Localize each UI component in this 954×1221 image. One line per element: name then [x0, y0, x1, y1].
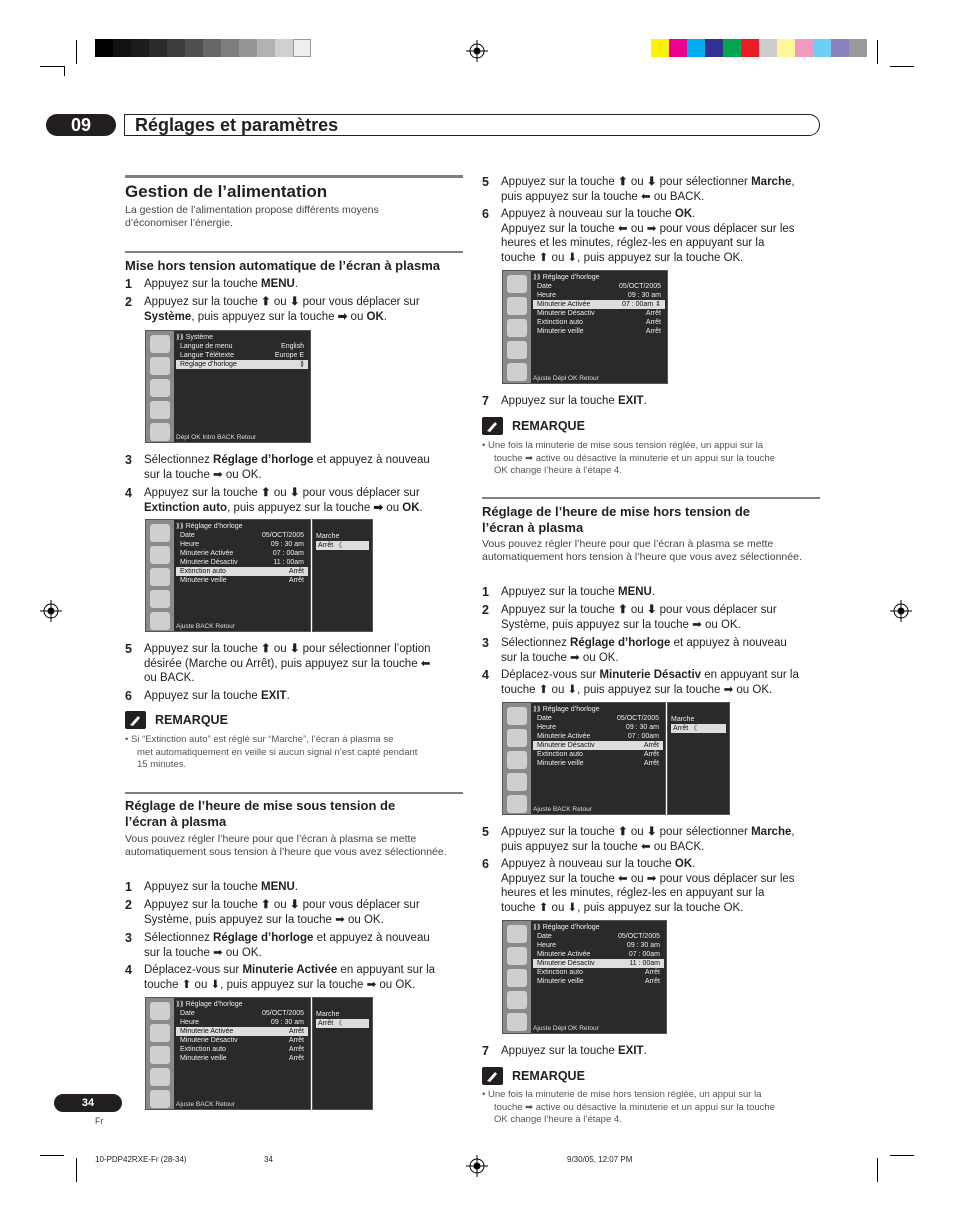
page-number-badge: 34 [54, 1094, 122, 1112]
menu-screen: ⟫⟫ Système Langue de menu English Langue Télétexte Europe E Réglage d’horloge ⟫ Dépl OK Intro BACK Retour [145, 330, 311, 443]
chapter-header [46, 114, 820, 136]
menu-screen: ⟫⟫ Réglage d’horloge Date 05/OCT/2005 Heure 09 : 30 am Minuterie Activée 07 : 00am Minuterie Désactiv Arrêt Extinction auto Arrêt Minuterie veille Arrêt Ajuste BACK Retour [502, 702, 666, 815]
menu-screen: ⟫⟫ Réglage d’horloge Date 05/OCT/2005 Heure 09 : 30 am Minuterie Activée 07 : 00am Minuterie Désactiv 11 : 00am Extinction auto Arrêt Minuterie veille Arrêt Ajuste BACK Retour [145, 519, 311, 632]
note-text: • Une fois la minuterie de mise hors tension réglée, un appui sur la touche ➡ active ou désactive la minuterie et un appui sur la touche OK change l’heure à l’étape 4. [482, 1089, 775, 1125]
note-icon [125, 711, 146, 729]
step: 2 Appuyez sur la touche ⬆ ou ⬇ pour vous déplacer sur Système, puis appuyez sur la touche ➡ ou OK. [125, 898, 420, 926]
note-text: • Une fois la minuterie de mise sous tension réglée, un appui sur la touche ➡ active ou désactive la minuterie et un appui sur la touche OK change l’heure à l’étape 4. [482, 440, 775, 476]
subsection-title: Réglage de l’heure de mise hors tension de l’écran à plasma [482, 504, 751, 535]
registration-mark-icon [466, 40, 488, 62]
step: 3 Sélectionnez Réglage d’horloge et appuyez à nouveau sur la touche ➡ ou OK. [125, 453, 430, 481]
step: 5 Appuyez sur la touche ⬆ ou ⬇ pour sélectionner Marche, puis appuyez sur la touche ⬅ ou BACK. [482, 175, 795, 203]
registration-mark-icon [890, 600, 912, 622]
subsection-title: Mise hors tension automatique de l’écran à plasma [125, 258, 440, 273]
note-text: • Si “Extinction auto” est réglé sur “Marche”, l’écran à plasma se met automatiquement en veille si aucun signal n’est capté pendant 15 minutes. [125, 734, 418, 770]
section-intro: La gestion de l’alimentation propose différents moyens d’économiser l’énergie. [125, 204, 379, 229]
chapter-title: Réglages et paramètres [135, 115, 339, 135]
print-page-info: 34 [264, 1155, 273, 1164]
step: 1 Appuyez sur la touche MENU. [125, 880, 299, 894]
note-icon [482, 1067, 503, 1085]
step: 7 Appuyez sur la touche EXIT. [482, 394, 647, 408]
step: 5 Appuyez sur la touche ⬆ ou ⬇ pour sélectionner Marche, puis appuyez sur la touche ⬅ ou BACK. [482, 825, 795, 853]
note-title: REMARQUE [512, 1069, 585, 1083]
step: 4 Déplacez-vous sur Minuterie Activée en appuyant sur la touche ⬆ ou ⬇, puis appuyez sur la touche ➡ ou OK. [125, 963, 436, 991]
option-popup: Marche Arrêt 《 [667, 702, 730, 815]
step: 6 Appuyez sur la touche EXIT. [125, 689, 290, 703]
step: 5 Appuyez sur la touche ⬆ ou ⬇ pour sélectionner l’option désirée (Marche ou Arrêt), puis appuyez sur la touche ⬅ ou BACK. [125, 642, 431, 684]
subsection-intro: Vous pouvez régler l’heure pour que l’écran à plasma se mette automatiquement hors tension à l’heure que vous avez sélectionnée. [482, 538, 802, 563]
step: 2 Appuyez sur la touche ⬆ ou ⬇ pour vous déplacer sur Système, puis appuyez sur la touche ➡ ou OK. [125, 295, 420, 323]
step: 3 Sélectionnez Réglage d’horloge et appuyez à nouveau sur la touche ➡ ou OK. [482, 636, 787, 664]
note-icon [482, 417, 503, 435]
note-title: REMARQUE [155, 713, 228, 727]
print-date-info: 9/30/05, 12:07 PM [567, 1155, 633, 1164]
step: 3 Sélectionnez Réglage d’horloge et appuyez à nouveau sur la touche ➡ ou OK. [125, 931, 430, 959]
step: 4 Appuyez sur la touche ⬆ ou ⬇ pour vous déplacer sur Extinction auto, puis appuyez sur la touche ➡ ou OK. [125, 486, 423, 514]
subsection-title: Réglage de l’heure de mise sous tension de l’écran à plasma [125, 798, 396, 829]
note-title: REMARQUE [512, 419, 585, 433]
step: 2 Appuyez sur la touche ⬆ ou ⬇ pour vous déplacer sur Système, puis appuyez sur la touche ➡ ou OK. [482, 603, 777, 631]
step: 6 Appuyez à nouveau sur la touche OK. Appuyez sur la touche ⬅ ou ➡ pour vous déplacer sur les heures et les minutes, réglez-les en appuyant sur la touche ⬆ ou ⬇, puis appuyez sur la touche OK. [482, 207, 795, 264]
language-code: Fr [95, 1116, 104, 1126]
registration-mark-icon [40, 600, 62, 622]
subsection-intro: Vous pouvez régler l’heure pour que l’écran à plasma se mette automatiquement sous tension à l’heure que vous avez sélectionnée. [125, 833, 447, 858]
step: 6 Appuyez à nouveau sur la touche OK. Appuyez sur la touche ⬅ ou ➡ pour vous déplacer sur les heures et les minutes, réglez-les en appuyant sur la touche ⬆ ou ⬇, puis appuyez sur la touche OK. [482, 857, 795, 914]
step: 1 Appuyez sur la touche MENU. [482, 585, 656, 599]
step: 1 Appuyez sur la touche MENU. [125, 277, 299, 291]
option-popup: Marche Arrêt 《 [312, 997, 373, 1110]
section-title: Gestion de l’alimentation [125, 182, 328, 201]
registration-mark-icon [466, 1155, 488, 1177]
step: 7 Appuyez sur la touche EXIT. [482, 1044, 647, 1058]
chapter-number-badge: 09 [46, 114, 116, 136]
menu-screen: ⟫⟫ Réglage d’horloge Date 05/OCT/2005 Heure 09 : 30 am Minuterie Activée Arrêt Minuterie Désactiv Arrêt Extinction auto Arrêt Minuterie veille Arrêt Ajuste BACK Retour [145, 997, 311, 1110]
print-file-info: 10-PDP42RXE-Fr (28-34) [95, 1155, 187, 1164]
menu-screen: ⟫⟫ Réglage d’horloge Date 05/OCT/2005 Heure 09 : 30 am Minuterie Activée 07 : 00am ⇕ Minuterie Désactiv Arrêt Extinction auto Arrêt Minuterie veille Arrêt Ajuste Dépl OK Retour [502, 270, 668, 384]
step: 4 Déplacez-vous sur Minuterie Désactiv en appuyant sur la touche ⬆ ou ⬇, puis appuyez sur la touche ➡ ou OK. [482, 668, 799, 696]
option-popup: Marche Arrêt 《 [312, 519, 373, 632]
menu-screen: ⟫⟫ Réglage d’horloge Date 05/OCT/2005 Heure 09 : 30 am Minuterie Activée 07 : 00am Minuterie Désactiv 11 : 00am Extinction auto Arrêt Minuterie veille Arrêt Ajuste Dépl OK Retour [502, 920, 667, 1034]
